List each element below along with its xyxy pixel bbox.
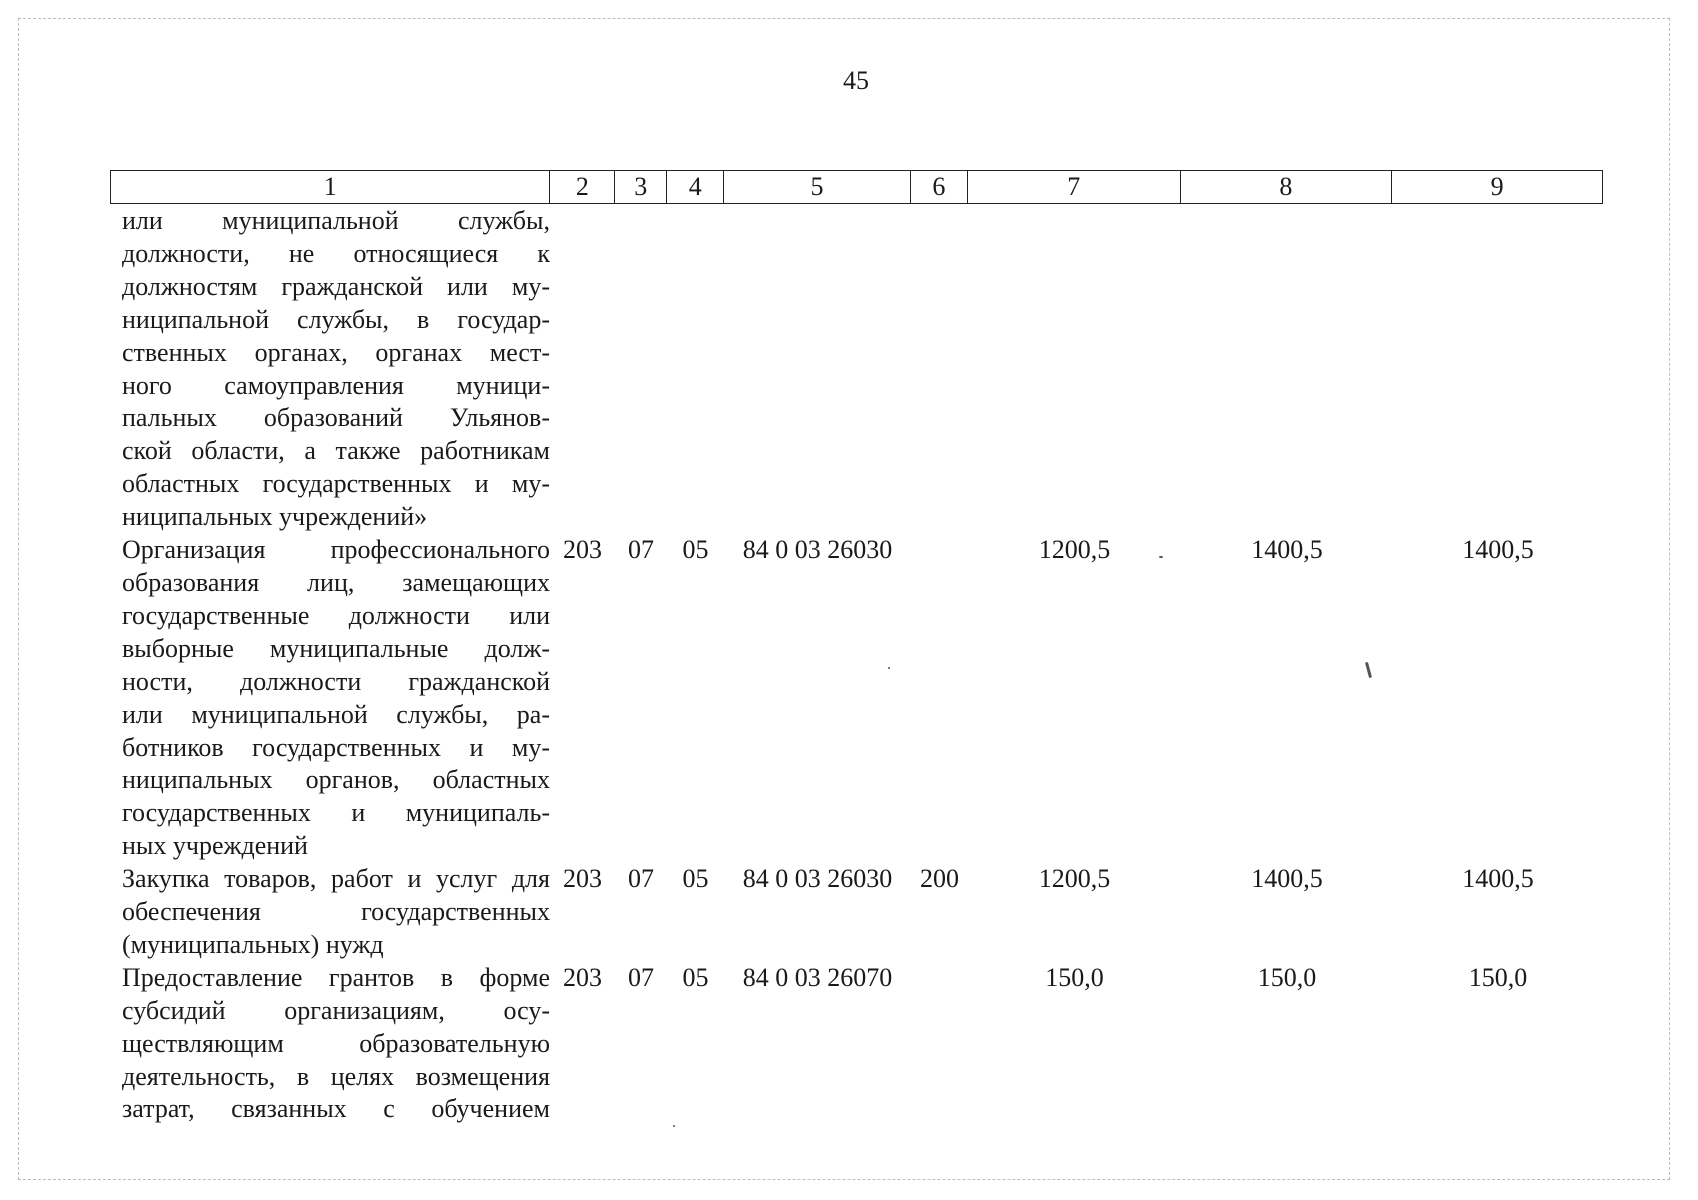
header-cell-6: 6 [911,171,968,203]
cell-col-8: 1400,5 [1251,864,1323,894]
header-cell-9: 9 [1490,172,1504,201]
description-line: или муниципальной службы, ра- [122,699,550,729]
cell-col-9: 1400,5 [1462,864,1534,894]
header-cell-7: 7 [968,171,1181,203]
description-line: государственных и муниципаль- [122,798,550,828]
cell-col-4: 05 [682,535,709,565]
cell-col-3: 07 [628,962,654,992]
header-cell-3: 3 [615,171,667,203]
description-line: ниципальных учреждений» [122,502,428,532]
page-number-text: 45 [843,66,869,95]
description-line: ных учреждений [122,831,308,861]
table-row [110,863,1603,962]
cell-col-3: 07 [628,535,654,565]
scan-speck [673,1125,675,1127]
cell-col-4: 05 [682,962,709,992]
cell-col-7: 1200,5 [1038,864,1111,894]
description-line: субсидий организациям, осу- [122,995,550,1025]
description-line: должности, не относящиеся к [122,238,550,268]
cell-col-5: 84 0 03 26030 [742,864,893,894]
description-line: ществляющим образовательную [122,1028,550,1058]
description-line: ного самоуправления муници- [122,370,550,400]
header-cell-5: 5 [724,171,911,203]
description-line: выборные муниципальные долж- [122,633,550,663]
description-line: ботников государственных и му- [122,732,550,762]
page-number [0,66,1698,96]
row-description [110,205,550,534]
table-row [110,962,1603,1127]
cell-col-3: 07 [628,864,654,894]
description-line: ниципальной службы, в государ- [122,304,550,334]
cell-col-9: 150,0 [1468,962,1528,992]
description-line: деятельность, в целях возмещения [122,1061,550,1091]
row-description [110,962,550,1127]
header-cell-8: 8 [1181,171,1393,203]
cell-col-9: 1400,5 [1462,535,1534,565]
table-header-row [110,170,1603,204]
description-line: ности, должности гражданской [122,666,550,696]
description-line: Закупка товаров, работ и услуг для [122,864,550,894]
description-line: обеспечения государственных [122,897,550,927]
table-body [110,205,1603,1126]
cell-col-8: 150,0 [1257,962,1317,992]
scan-speck [1159,556,1163,558]
cell-col-7: 1200,5 [1038,535,1111,565]
cell-col-2: 203 [563,535,602,565]
description-line: Предоставление грантов в форме [122,962,550,992]
table-row [110,534,1603,863]
description-line: областных государственных и му- [122,469,550,499]
cell-col-8: 1400,5 [1251,535,1323,565]
cell-col-6: 200 [920,864,959,894]
description-line: ской области, а также работникам [122,436,550,466]
description-line: (муниципальных) нужд [122,929,384,959]
cell-col-5: 84 0 03 26030 [742,535,893,565]
cell-col-2: 203 [563,962,602,992]
description-line: государственные должности или [122,600,550,630]
cell-col-4: 05 [682,864,709,894]
description-line: должностям гражданской или му- [122,271,550,301]
header-cell-2: 2 [550,171,615,203]
description-line: образования лиц, замещающих [122,567,550,597]
cell-col-7: 150,0 [1045,962,1104,992]
description-line: Организация профессионального [122,535,550,565]
description-line: затрат, связанных с обучением [122,1094,550,1124]
description-line: пальных образований Ульянов- [122,403,550,433]
cell-col-2: 203 [563,864,602,894]
scan-speck [888,667,890,669]
header-cell-1: 1 [111,171,550,203]
table-row [110,205,1603,534]
row-description [110,534,550,863]
row-description [110,863,550,962]
description-line: или муниципальной службы, [122,206,550,235]
cell-col-5: 84 0 03 26070 [742,962,893,992]
description-line: ственных органах, органах мест- [122,337,550,367]
description-line: ниципальных органов, областных [122,765,550,795]
header-cell-4: 4 [667,171,724,203]
